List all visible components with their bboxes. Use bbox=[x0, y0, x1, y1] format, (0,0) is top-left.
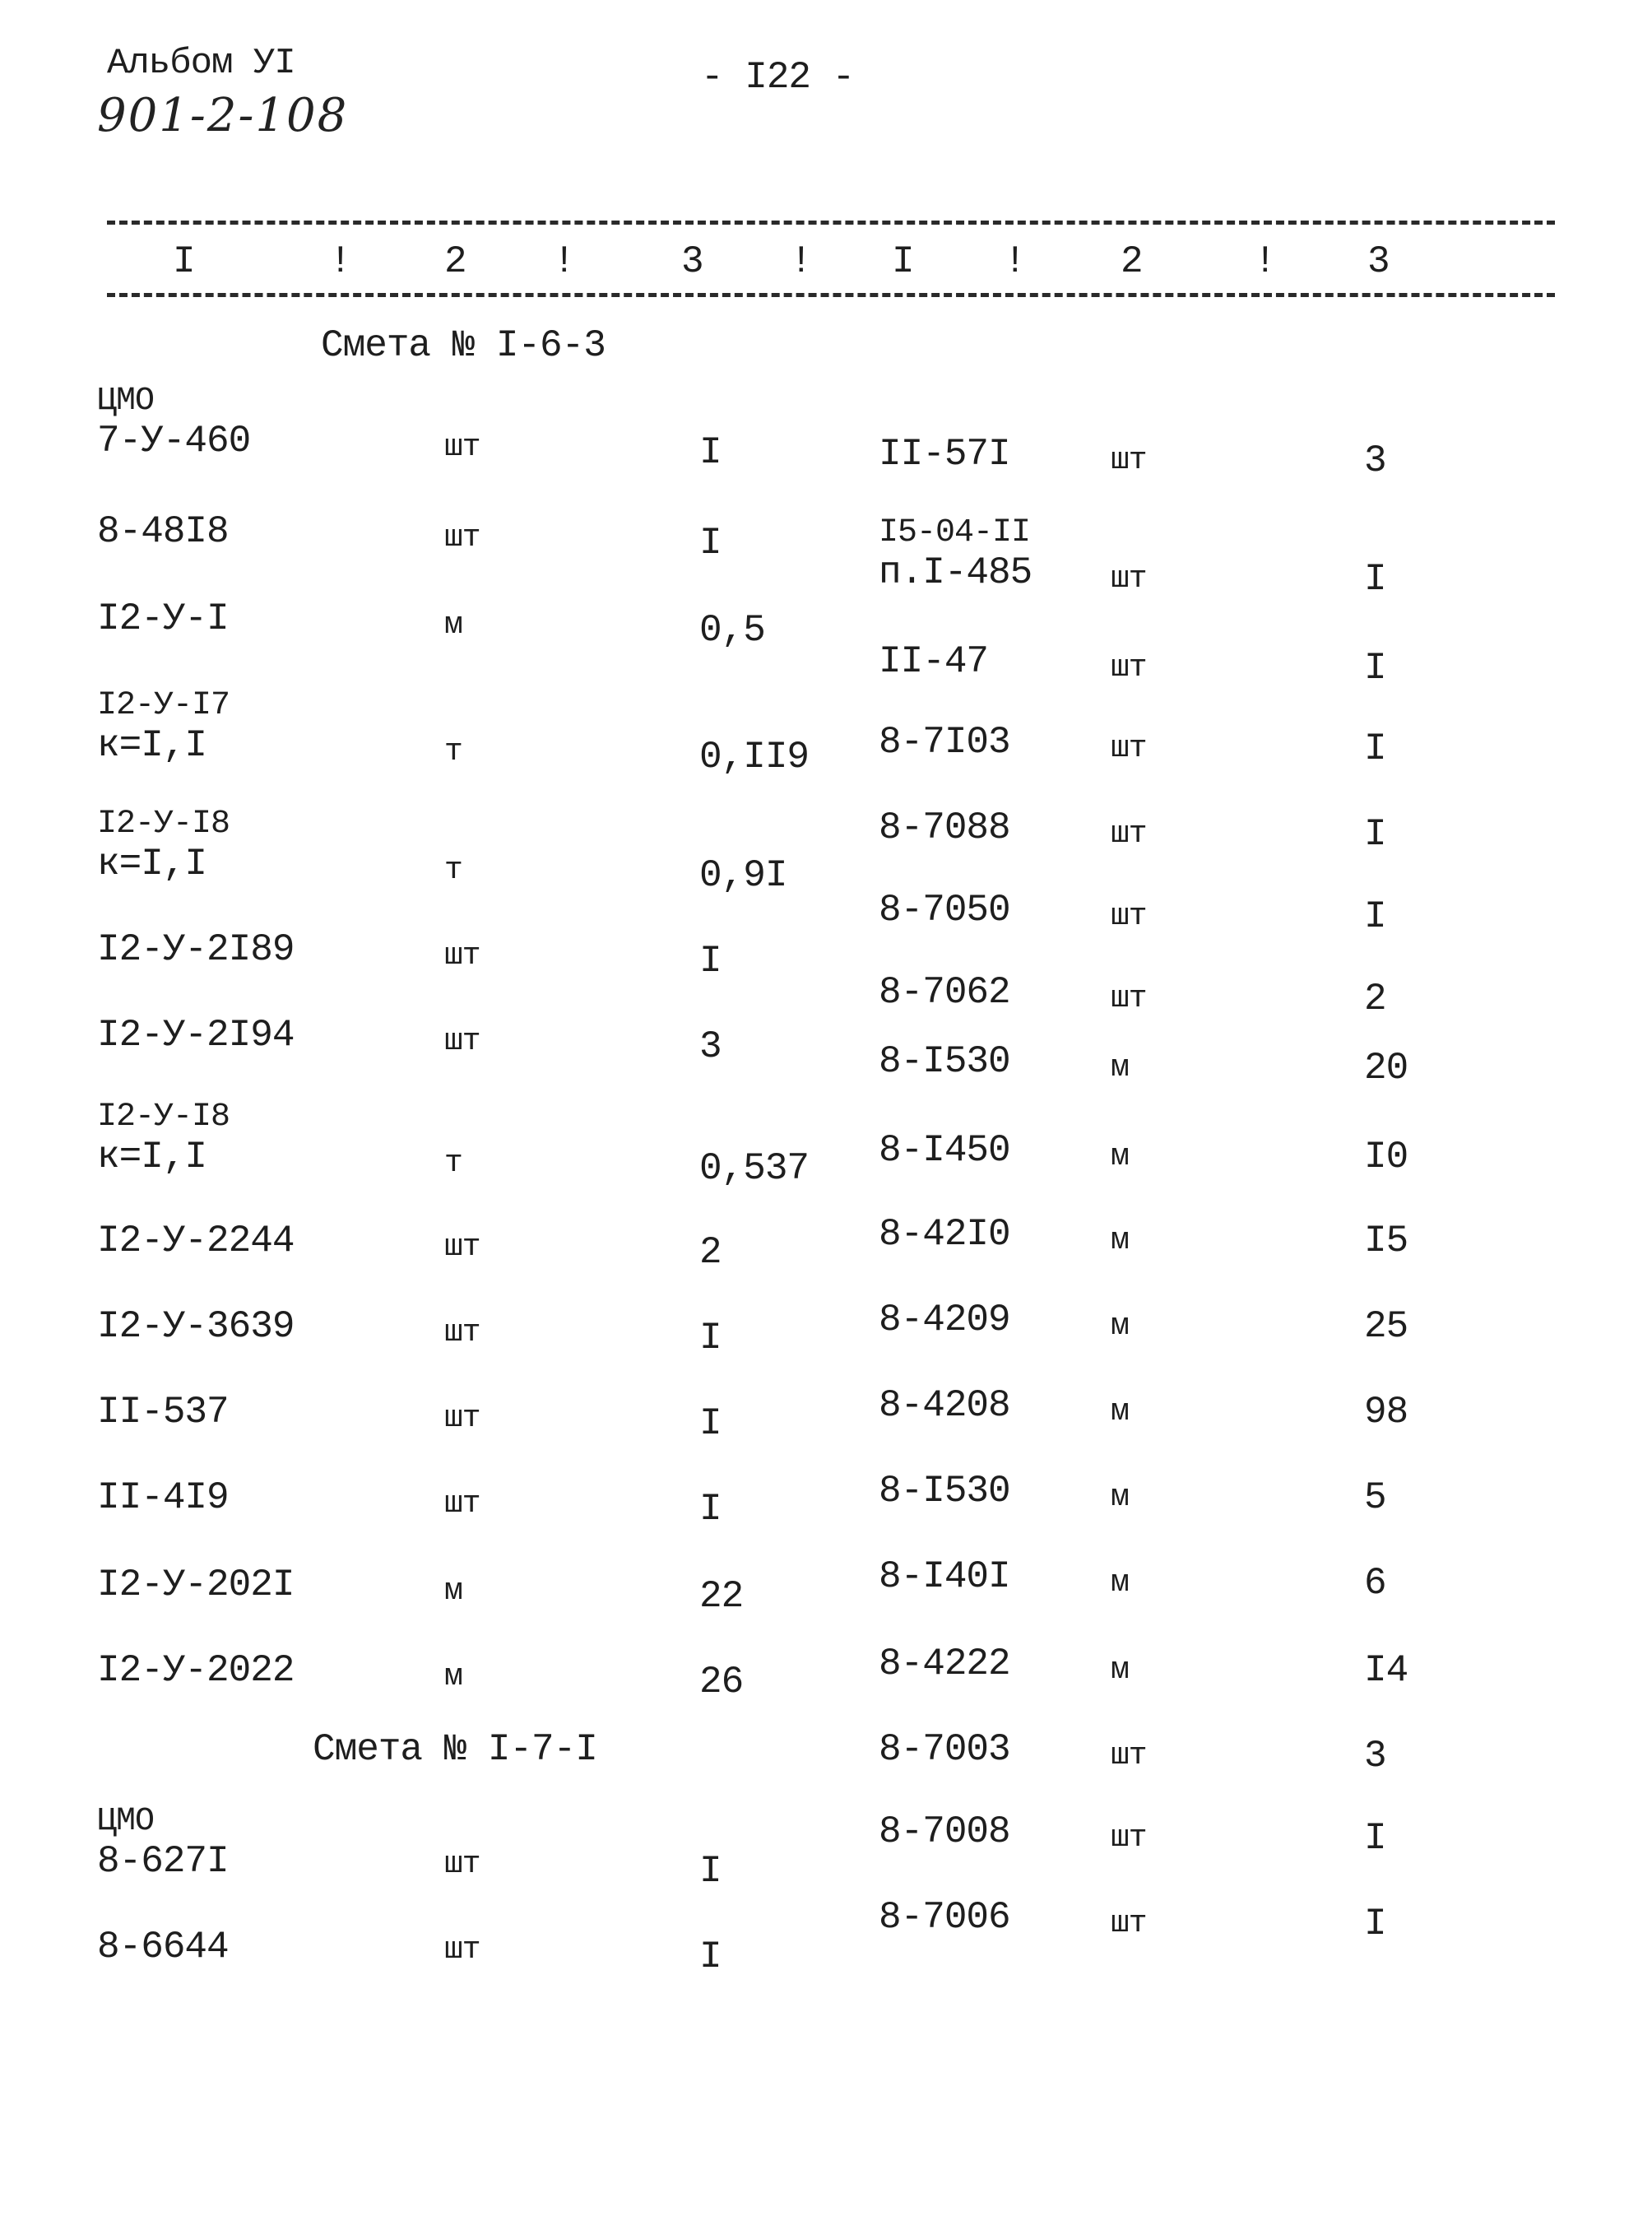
row-unit: шт bbox=[1111, 443, 1147, 478]
row-code-prefix: ЦМО bbox=[97, 383, 155, 420]
header-rule-bottom bbox=[107, 293, 1555, 297]
row-code-prefix: I2-У-I8 bbox=[97, 806, 230, 843]
row-unit: м bbox=[1111, 1223, 1129, 1258]
column-header-cell: 2 bbox=[444, 240, 466, 283]
header-rule-top bbox=[107, 221, 1555, 225]
row-unit: шт bbox=[1111, 899, 1147, 934]
row-code-prefix: I2-У-I7 bbox=[97, 687, 230, 724]
row-code: I2-У-2244 bbox=[97, 1220, 295, 1262]
row-code: к=I,I bbox=[97, 724, 207, 767]
row-unit: м bbox=[444, 607, 462, 643]
row-quantity: I bbox=[699, 1850, 722, 1893]
column-header-cell: ! bbox=[1004, 240, 1026, 283]
row-quantity: I4 bbox=[1364, 1649, 1408, 1692]
row-unit: шт bbox=[1111, 561, 1147, 597]
row-unit: шт bbox=[1111, 1738, 1147, 1773]
row-unit: м bbox=[444, 1659, 462, 1694]
row-code: 8-I450 bbox=[879, 1129, 1010, 1172]
row-quantity: 2 bbox=[1364, 978, 1386, 1020]
row-quantity: 5 bbox=[1364, 1476, 1386, 1519]
row-unit: шт bbox=[1111, 731, 1147, 766]
row-quantity: 20 bbox=[1364, 1047, 1408, 1090]
row-unit: шт bbox=[1111, 650, 1147, 685]
row-unit: шт bbox=[444, 938, 480, 973]
row-code: 8-7088 bbox=[879, 806, 1010, 849]
row-unit: т bbox=[444, 1145, 462, 1181]
row-unit: шт bbox=[444, 1932, 480, 1968]
row-code: 8-7062 bbox=[879, 971, 1010, 1014]
row-quantity: I bbox=[1364, 813, 1386, 856]
row-quantity: 6 bbox=[1364, 1562, 1386, 1605]
row-code-prefix: I5-04-II bbox=[879, 514, 1031, 551]
row-quantity: I bbox=[699, 1488, 722, 1531]
series-number-handwritten: 901-2-108 bbox=[97, 89, 349, 142]
row-unit: т bbox=[444, 853, 462, 888]
row-code: I2-У-3639 bbox=[97, 1305, 295, 1348]
row-quantity: I bbox=[1364, 727, 1386, 770]
row-unit: шт bbox=[444, 1024, 480, 1059]
row-code: II-537 bbox=[97, 1391, 229, 1433]
column-header-cell: I bbox=[173, 240, 195, 283]
row-code: I2-У-I bbox=[97, 597, 229, 640]
row-code: I2-У-2022 bbox=[97, 1649, 295, 1692]
row-code-prefix: ЦМО bbox=[97, 1803, 155, 1840]
row-quantity: I bbox=[1364, 647, 1386, 690]
column-header-cell: ! bbox=[553, 240, 575, 283]
row-quantity: I bbox=[699, 1402, 722, 1445]
row-code: 8-I530 bbox=[879, 1040, 1010, 1083]
row-code: I2-У-2I94 bbox=[97, 1014, 295, 1057]
row-code: II-47 bbox=[879, 640, 989, 683]
row-unit: м bbox=[1111, 1050, 1129, 1085]
row-code-prefix: I2-У-I8 bbox=[97, 1099, 230, 1136]
page-number: - I22 - bbox=[701, 56, 855, 99]
row-quantity: I0 bbox=[1364, 1136, 1408, 1178]
row-quantity: 3 bbox=[1364, 439, 1386, 482]
row-code: I2-У-2I89 bbox=[97, 928, 295, 971]
row-code: 8-42I0 bbox=[879, 1213, 1010, 1256]
column-header-cell: I bbox=[892, 240, 914, 283]
row-unit: м bbox=[1111, 1139, 1129, 1174]
row-quantity: I bbox=[1364, 1903, 1386, 1945]
row-unit: шт bbox=[444, 520, 480, 555]
row-unit: м bbox=[1111, 1565, 1129, 1601]
row-unit: м bbox=[1111, 1652, 1129, 1688]
row-unit: шт bbox=[1111, 1820, 1147, 1856]
row-unit: шт bbox=[444, 1847, 480, 1882]
estimate-1-6-3-title: Смета № I-6-3 bbox=[321, 324, 606, 367]
row-code: к=I,I bbox=[97, 843, 207, 885]
row-quantity: 22 bbox=[699, 1575, 744, 1618]
row-unit: шт bbox=[444, 1229, 480, 1265]
row-quantity: 98 bbox=[1364, 1391, 1408, 1433]
row-quantity: I bbox=[699, 1317, 722, 1359]
column-header-cell: 2 bbox=[1121, 240, 1143, 283]
row-code: 8-6644 bbox=[97, 1926, 229, 1968]
row-unit: м bbox=[1111, 1394, 1129, 1429]
row-code: II-4I9 bbox=[97, 1476, 229, 1519]
row-unit: м bbox=[444, 1573, 462, 1609]
row-quantity: I5 bbox=[1364, 1220, 1408, 1262]
row-quantity: 2 bbox=[699, 1231, 722, 1274]
row-code: 7-У-460 bbox=[97, 420, 251, 462]
row-unit: м bbox=[1111, 1480, 1129, 1515]
column-header-cell: ! bbox=[329, 240, 351, 283]
row-code: 8-4208 bbox=[879, 1384, 1010, 1427]
row-quantity: I bbox=[1364, 895, 1386, 938]
row-unit: шт bbox=[444, 430, 480, 465]
row-code: II-57I bbox=[879, 433, 1010, 476]
column-header-cell: 3 bbox=[681, 240, 703, 283]
row-code: 8-I40I bbox=[879, 1555, 1010, 1598]
row-quantity: 0,II9 bbox=[699, 736, 810, 778]
row-quantity: I bbox=[1364, 558, 1386, 601]
row-code: 8-7I03 bbox=[879, 721, 1010, 764]
row-unit: шт bbox=[1111, 816, 1147, 852]
row-code: 8-48I8 bbox=[97, 510, 229, 553]
row-code: 8-I530 bbox=[879, 1470, 1010, 1512]
row-code: 8-7050 bbox=[879, 889, 1010, 932]
row-code: п.I-485 bbox=[879, 551, 1032, 594]
estimate-1-7-1-title: Смета № I-7-I bbox=[313, 1728, 597, 1771]
column-header-cell: ! bbox=[790, 240, 812, 283]
row-quantity: I bbox=[699, 522, 722, 565]
row-quantity: 0,537 bbox=[699, 1147, 810, 1190]
row-code: 8-7003 bbox=[879, 1728, 1010, 1771]
column-header-cell: 3 bbox=[1367, 240, 1390, 283]
row-unit: м bbox=[1111, 1308, 1129, 1344]
row-unit: шт bbox=[1111, 1906, 1147, 1941]
row-quantity: I bbox=[699, 940, 722, 983]
row-unit: шт bbox=[1111, 981, 1147, 1016]
row-code: 8-7006 bbox=[879, 1896, 1010, 1939]
row-quantity: 0,9I bbox=[699, 854, 787, 897]
row-quantity: 3 bbox=[1364, 1735, 1386, 1777]
row-quantity: 25 bbox=[1364, 1305, 1408, 1348]
row-quantity: 0,5 bbox=[699, 609, 765, 652]
row-quantity: 3 bbox=[699, 1025, 722, 1068]
album-label: Альбом УI bbox=[107, 43, 295, 84]
row-unit: шт bbox=[444, 1486, 480, 1522]
row-quantity: I bbox=[1364, 1817, 1386, 1860]
row-code: 8-7008 bbox=[879, 1810, 1010, 1853]
row-code: 8-4209 bbox=[879, 1299, 1010, 1341]
row-unit: т bbox=[444, 734, 462, 769]
row-quantity: 26 bbox=[699, 1661, 744, 1703]
row-code: 8-4222 bbox=[879, 1643, 1010, 1685]
column-header-cell: ! bbox=[1254, 240, 1276, 283]
row-unit: шт bbox=[444, 1401, 480, 1436]
row-unit: шт bbox=[444, 1315, 480, 1350]
row-quantity: I bbox=[699, 431, 722, 474]
row-quantity: I bbox=[699, 1935, 722, 1978]
row-code: I2-У-202I bbox=[97, 1564, 295, 1606]
row-code: к=I,I bbox=[97, 1136, 207, 1178]
row-code: 8-627I bbox=[97, 1840, 229, 1883]
